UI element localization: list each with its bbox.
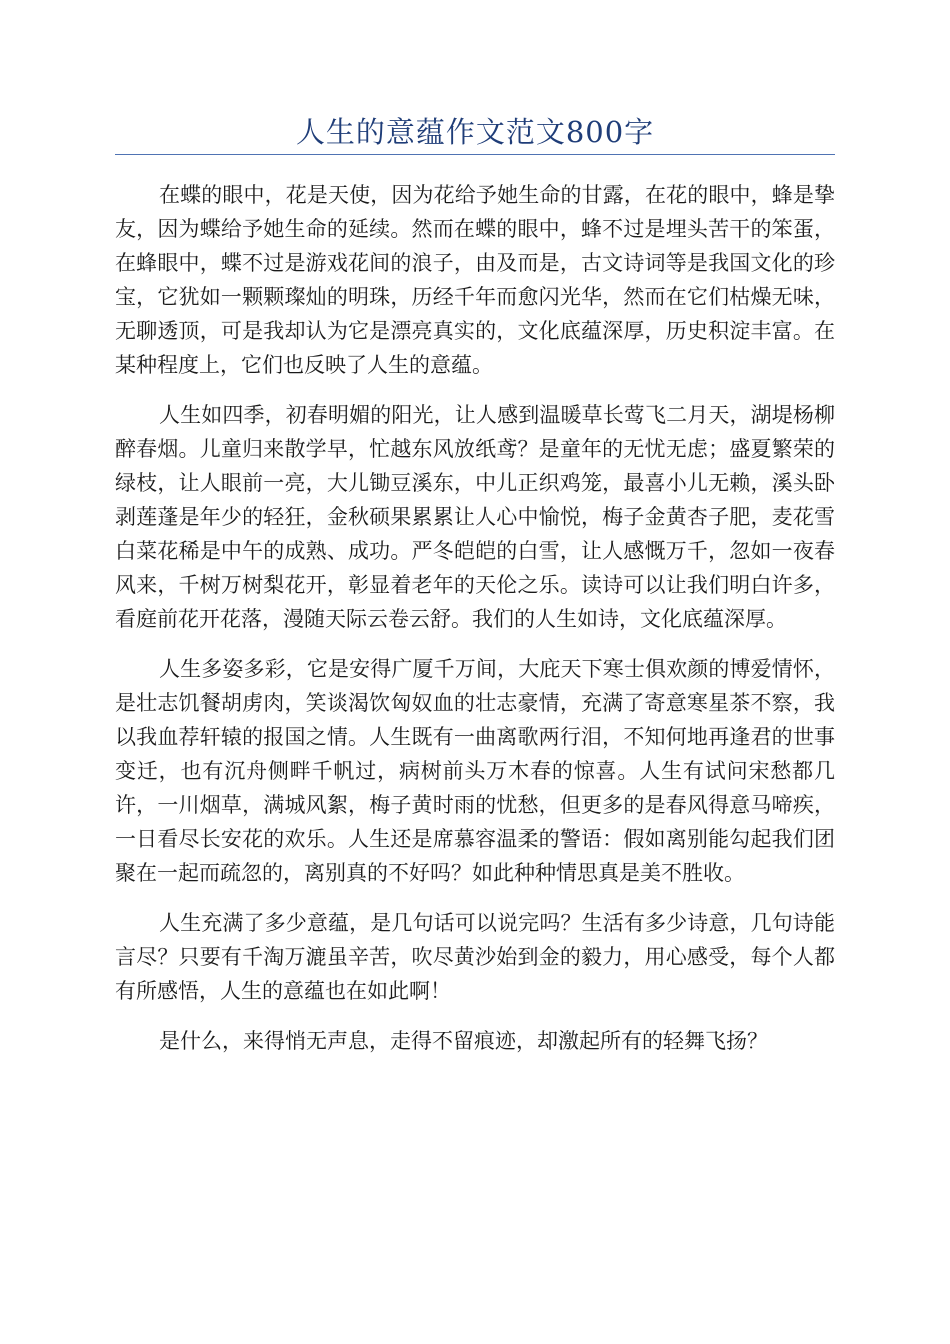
document-body — [115, 178, 835, 1074]
paragraph-5: 是什么，来得悄无声息，走得不留痕迹，却激起所有的轻舞飞扬？ — [159, 1029, 768, 1053]
title-underline — [115, 154, 835, 155]
paragraph-4: 人生充满了多少意蕴，是几句话可以说完吗？生活有多少诗意，几句诗能言尽？只要有千淘万漉虽辛苦，吹尽黄沙始到金的毅力，用心感受，每个人都有所感悟，人生的意蕴也在如此啊！ — [115, 911, 835, 1003]
paragraph-2: 人生如四季，初春明媚的阳光，让人感到温暖草长莺飞二月天，湖堤杨柳醉春烟。儿童归来散学早，忙越东风放纸鸢？是童年的无忧无虑；盛夏繁荣的绿枝，让人眼前一亮，大儿锄豆溪东，中儿正织鸡笼，最喜小儿无赖，溪头卧剥莲蓬是年少的轻狂，金秋硕果累累让人心中愉悦，梅子金黄杏子肥，麦花雪白菜花稀是中午的成熟、成功。严冬皑皑的白雪，让人感慨万千，忽如一夜春风来，千树万树梨花开，彰显着老年的天伦之乐。读诗可以让我们明白许多，看庭前花开花落，漫随天际云卷云舒。我们的人生如诗，文化底蕴深厚。 — [115, 403, 835, 631]
paragraph-3: 人生多姿多彩，它是安得广厦千万间，大庇天下寒士俱欢颜的博爱情怀，是壮志饥餐胡虏肉，笑谈渴饮匈奴血的壮志豪情，充满了寄意寒星茶不察，我以我血荐轩辕的报国之情。人生既有一曲离歌两行泪，不知何地再逢君的世事变迁，也有沉舟侧畔千帆过，病树前头万木春的惊喜。人生有试问宋愁都几许，一川烟草，满城风絮，梅子黄时雨的忧愁，但更多的是春风得意马啼疾，一日看尽长安花的欢乐。人生还是席慕容温柔的警语：假如离别能勾起我们团聚在一起而疏忽的，离别真的不好吗？如此种种情思真是美不胜收。 — [115, 657, 835, 885]
paragraph-1: 在蝶的眼中，花是天使，因为花给予她生命的甘露，在花的眼中，蜂是挚友，因为蝶给予她生命的延续。然而在蝶的眼中，蜂不过是埋头苦干的笨蛋，在蜂眼中，蝶不过是游戏花间的浪子，由及而是，古文诗词等是我国文化的珍宝，它犹如一颗颗璨灿的明珠，历经千年而愈闪光华，然而在它们枯燥无味，无聊透顶，可是我却认为它是漂亮真实的，文化底蕴深厚，历史积淀丰富。在某种程度上，它们也反映了人生的意蕴。 — [115, 183, 835, 377]
document-title: 人生的意蕴作文范文800字 — [295, 115, 655, 149]
